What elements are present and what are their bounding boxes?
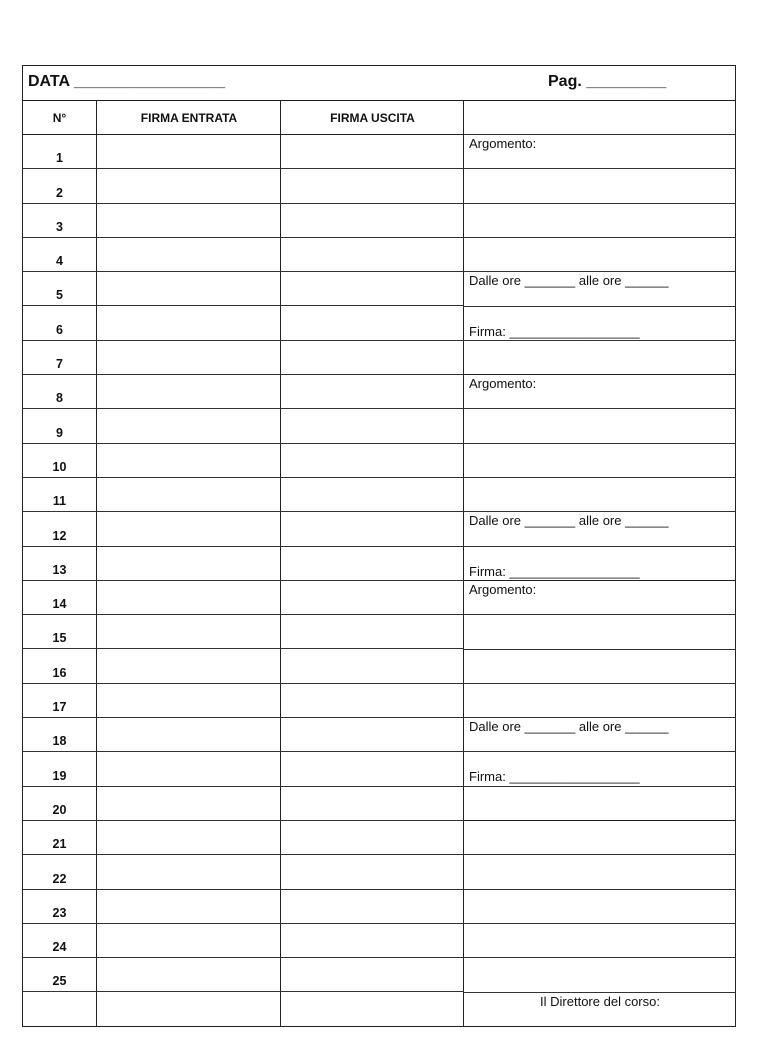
row-number: 5 [56, 288, 63, 303]
row-number: 14 [52, 597, 67, 612]
row-number: 11 [52, 494, 67, 509]
orario-label: Dalle ore _______ alle ore ______ [469, 513, 669, 529]
right-column-line [464, 717, 736, 718]
right-column-line [464, 237, 736, 238]
row-number: 4 [56, 254, 63, 269]
right-column-line [464, 408, 736, 409]
right-column-line [464, 580, 736, 581]
table-row [23, 169, 464, 203]
table-row [23, 272, 464, 306]
row-number: 10 [52, 459, 67, 474]
argomento-label: Argomento: [469, 581, 537, 597]
table-row [23, 821, 464, 855]
table-row [23, 581, 464, 615]
right-column-line [464, 957, 736, 958]
right-column-line [464, 786, 736, 787]
firma-label: Firma: __________________ [469, 563, 640, 579]
row-number: 7 [56, 357, 63, 372]
argomento-label: Argomento: [469, 136, 537, 151]
column-header-number: N° [52, 111, 67, 125]
table-row [23, 409, 464, 443]
firma-label: Firma: __________________ [469, 323, 640, 339]
table-row [23, 307, 464, 341]
right-column-line [464, 134, 736, 135]
table-row [23, 718, 464, 752]
table-row [23, 650, 464, 684]
row-number: 25 [52, 974, 67, 989]
right-column-line [464, 511, 736, 512]
table-row [23, 444, 464, 478]
row-number: 20 [52, 802, 67, 817]
row-number: 3 [56, 219, 63, 234]
right-column-line [464, 271, 736, 272]
right-column-line [464, 614, 736, 615]
right-column-line [464, 340, 736, 341]
row-number: 9 [56, 425, 63, 440]
row-number: 12 [52, 528, 67, 543]
page-number-label: Pag. _________ [548, 73, 667, 90]
table-row [23, 958, 464, 992]
right-column-line [464, 477, 736, 478]
table-row [23, 684, 464, 718]
row-number: 13 [52, 562, 67, 577]
row-number: 18 [52, 734, 67, 749]
right-column-line [464, 546, 736, 547]
director-signature-label: Il Direttore del corso: [540, 993, 660, 1009]
table-row [23, 547, 464, 581]
firma-label: Firma: __________________ [469, 769, 640, 785]
table-row [23, 512, 464, 546]
row-number: 23 [52, 905, 67, 920]
table-row [23, 238, 464, 272]
right-column-line [464, 443, 736, 444]
orario-label: Dalle ore _______ alle ore ______ [469, 719, 669, 735]
row-number: 15 [52, 631, 67, 646]
row-number: 19 [52, 768, 67, 783]
table-row [23, 890, 464, 924]
table-row [23, 924, 464, 958]
right-column-line [464, 649, 736, 650]
right-column-line [464, 854, 736, 855]
row-number: 1 [56, 151, 63, 166]
right-column-line [464, 203, 736, 204]
table-row [23, 204, 464, 238]
row-number: 8 [56, 391, 63, 406]
right-column-line [464, 751, 736, 752]
column-header-firma-uscita: FIRMA USCITA [330, 111, 415, 125]
column-header-firma-entrata: FIRMA ENTRATA [140, 111, 238, 125]
right-column-line [464, 889, 736, 890]
table-row [23, 855, 464, 889]
right-column-line [464, 306, 736, 307]
row-number: 6 [56, 322, 63, 337]
orario-label: Dalle ore _______ alle ore ______ [469, 273, 669, 289]
argomento-label: Argomento: [469, 376, 537, 392]
right-column-line [464, 374, 736, 375]
table-row [23, 752, 464, 786]
column-header-row [23, 101, 735, 135]
table-row [23, 787, 464, 821]
row-number: 21 [52, 837, 67, 852]
row-number: 16 [52, 665, 67, 680]
sheet-header [23, 66, 735, 101]
row-number: 22 [52, 871, 67, 886]
right-column-line [464, 992, 736, 993]
row-number: 17 [52, 700, 67, 715]
row-number: 2 [56, 185, 63, 200]
right-column-line [464, 923, 736, 924]
table-row [23, 478, 464, 512]
date-field-label: DATA _________________ [28, 73, 226, 90]
right-column-line [464, 168, 736, 169]
attendance-sheet [22, 65, 736, 1027]
table-row [23, 615, 464, 649]
table-row [23, 135, 464, 169]
table-row-blank [23, 993, 464, 1027]
row-number: 24 [52, 940, 67, 955]
right-column-line [464, 820, 736, 821]
table-row [23, 375, 464, 409]
right-column-line [464, 683, 736, 684]
table-row [23, 341, 464, 375]
